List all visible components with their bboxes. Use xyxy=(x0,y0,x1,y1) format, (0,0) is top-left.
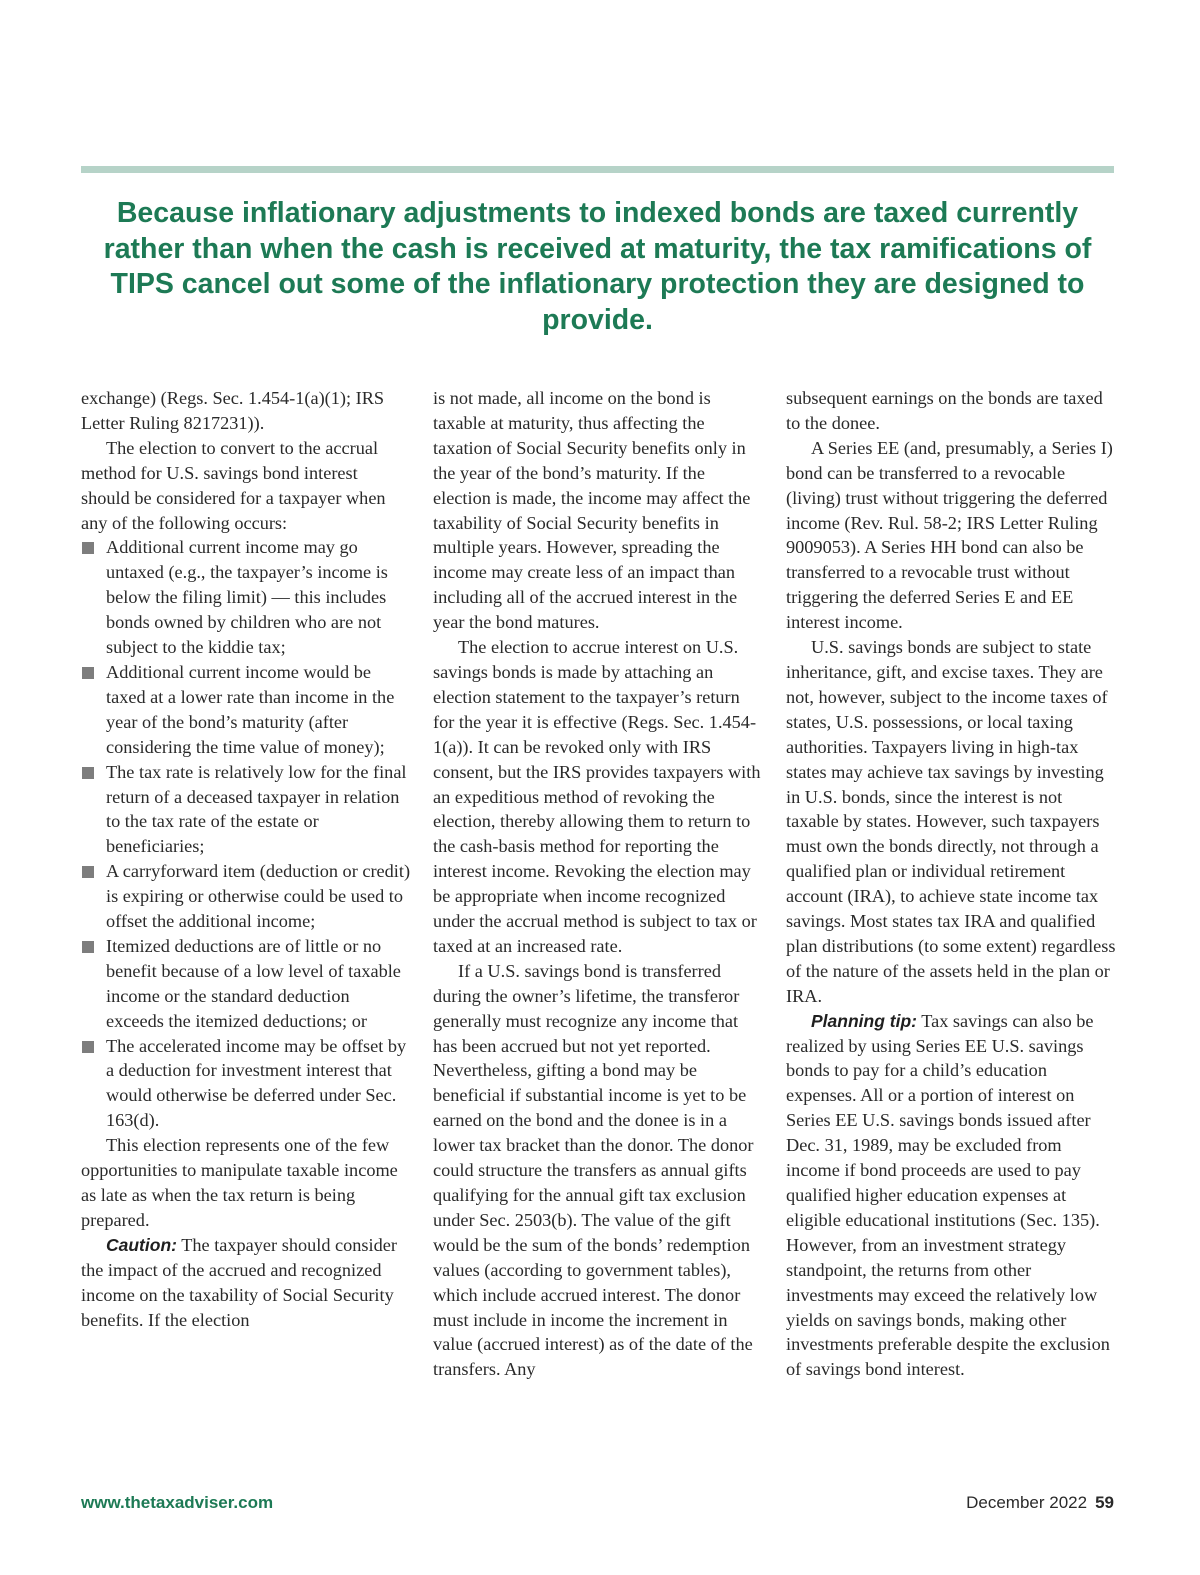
square-bullet-icon xyxy=(82,941,94,953)
square-bullet-icon xyxy=(82,866,94,878)
bullet-list xyxy=(81,535,411,1133)
paragraph: exchange) (Regs. Sec. 1.454-1(a)(1); IRS Letter Ruling 8217231)). xyxy=(81,388,385,433)
list-item: A carryforward item (deduction or credit) is expiring or otherwise could be used to offset the additional income; xyxy=(81,859,411,934)
caution-paragraph: Caution: The taxpayer should consider the impact of the accrued and recognized income on the taxability of Social Security benefits. If the election xyxy=(81,1234,397,1330)
paragraph: is not made, all income on the bond is taxable at maturity, thus affecting the taxation of Social Security benefits only in the year of the bond’s maturity. If the election is made, the income may affect the taxability of Social Security benefits in multiple years. However, spreading the income may create less of an impact than including all of the accrued interest in the year the bond matures. xyxy=(433,388,751,633)
planning-tip-paragraph: Planning tip: Tax savings can also be realized by using Series EE U.S. savings bonds to pay for a child’s education expenses. All or a portion of interest on Series EE U.S. savings bonds issued after Dec. 31, 1989, may be excluded from income if bond proceeds are used to pay qualified higher education expenses at eligible educational institutions (Sec. 135). However, from an investment strategy standpoint, the returns from other investments may exceed the relatively low yields on savings bonds, making other investments preferable despite the exclusion of savings bond interest. xyxy=(786,1010,1110,1380)
caution-label: Caution: xyxy=(106,1234,177,1255)
paragraph: The election to convert to the accrual method for U.S. savings bond interest should be considered for a taxpayer when any of the following occurs: xyxy=(81,437,386,533)
header-rule xyxy=(81,166,1114,173)
pull-quote: Because inflationary adjustments to indexed bonds are taxed currently rather than when the cash is received at maturity, the tax ramifications of TIPS cancel out some of the inflationary protection they are designed to provide. xyxy=(103,197,1092,336)
paragraph: This election represents one of the few opportunities to manipulate taxable income as late as when the tax return is being prepared. xyxy=(81,1135,398,1230)
list-item: Itemized deductions are of little or no benefit because of a low level of taxable income or the standard deduction exceeds the itemized deductions; or xyxy=(81,934,411,1034)
square-bullet-icon xyxy=(82,767,94,779)
paragraph: The election to accrue interest on U.S. savings bonds is made by attaching an election statement to the taxpayer’s return for the year it is effective (Regs. Sec. 1.454-1(a)). It can be revoked only with IRS consent, but the IRS provides taxpayers with an expeditious method of revoking the election, thereby allowing them to return to the cash-basis method for reporting the interest income. Revoking the election may be appropriate when income recognized under the accrual method is subject to tax or taxed at an increased rate. xyxy=(433,637,761,956)
square-bullet-icon xyxy=(82,542,94,554)
list-item: Additional current income may go untaxed (e.g., the taxpayer’s income is below the filing limit) — this includes bonds owned by children who are not subject to the kiddie tax; xyxy=(81,535,411,660)
planning-tip-label: Planning tip: xyxy=(811,1010,917,1031)
list-item: The accelerated income may be offset by a deduction for investment interest that would otherwise be deferred under Sec. 163(d). xyxy=(81,1034,411,1134)
paragraph: If a U.S. savings bond is transferred during the owner’s lifetime, the transferor generally must recognize any income that has been accrued but not yet reported. Nevertheless, gifting a bond may be beneficial if substantial income is yet to be earned on the bond and the donee is in a lower tax bracket than the donor. The donor could structure the transfers as annual gifts qualifying for the annual gift tax exclusion under Sec. 2503(b). The value of the gift would be the sum of the bonds’ redemption values (according to government tables), which include accrued interest. The donor must include in income the increment in value (accrued interest) as of the date of the transfers. Any xyxy=(433,960,754,1380)
paragraph: subsequent earnings on the bonds are taxed to the donee. xyxy=(786,388,1103,433)
paragraph: U.S. savings bonds are subject to state inheritance, gift, and excise taxes. They are not, however, subject to the income taxes of states, U.S. possessions, or local taxing authorities. Taxpayers living in high-tax states may achieve tax savings by investing in U.S. bonds, since the interest is not taxable by states. However, such taxpayers must own the bonds directly, not through a qualified plan or individual retirement account (IRA), to achieve state income tax savings. Most states tax IRA and qualified plan distributions (to some extent) regardless of the nature of the assets held in the plan or IRA. xyxy=(786,637,1116,1006)
issue-date: December 2022 xyxy=(966,1493,1088,1512)
page-number: 59 xyxy=(1095,1493,1114,1512)
column-2 xyxy=(433,386,763,1382)
square-bullet-icon xyxy=(82,1041,94,1053)
column-1 xyxy=(81,386,411,1332)
footer-date-page xyxy=(966,1493,1114,1513)
footer-url[interactable]: www.thetaxadviser.com xyxy=(81,1493,274,1512)
column-3 xyxy=(786,386,1116,1382)
list-item: Additional current income would be taxed at a lower rate than income in the year of the bond’s maturity (after considering the time value of money); xyxy=(81,660,411,760)
list-item: The tax rate is relatively low for the final return of a deceased taxpayer in relation to the tax rate of the estate or beneficiaries; xyxy=(81,760,411,860)
paragraph: A Series EE (and, presumably, a Series I) bond can be transferred to a revocable (living) trust without triggering the deferred income (Rev. Rul. 58-2; IRS Letter Ruling 9009053). A Series HH bond can also be transferred to a revocable trust without triggering the deferred Series E and EE interest income. xyxy=(786,437,1113,633)
square-bullet-icon xyxy=(82,667,94,679)
